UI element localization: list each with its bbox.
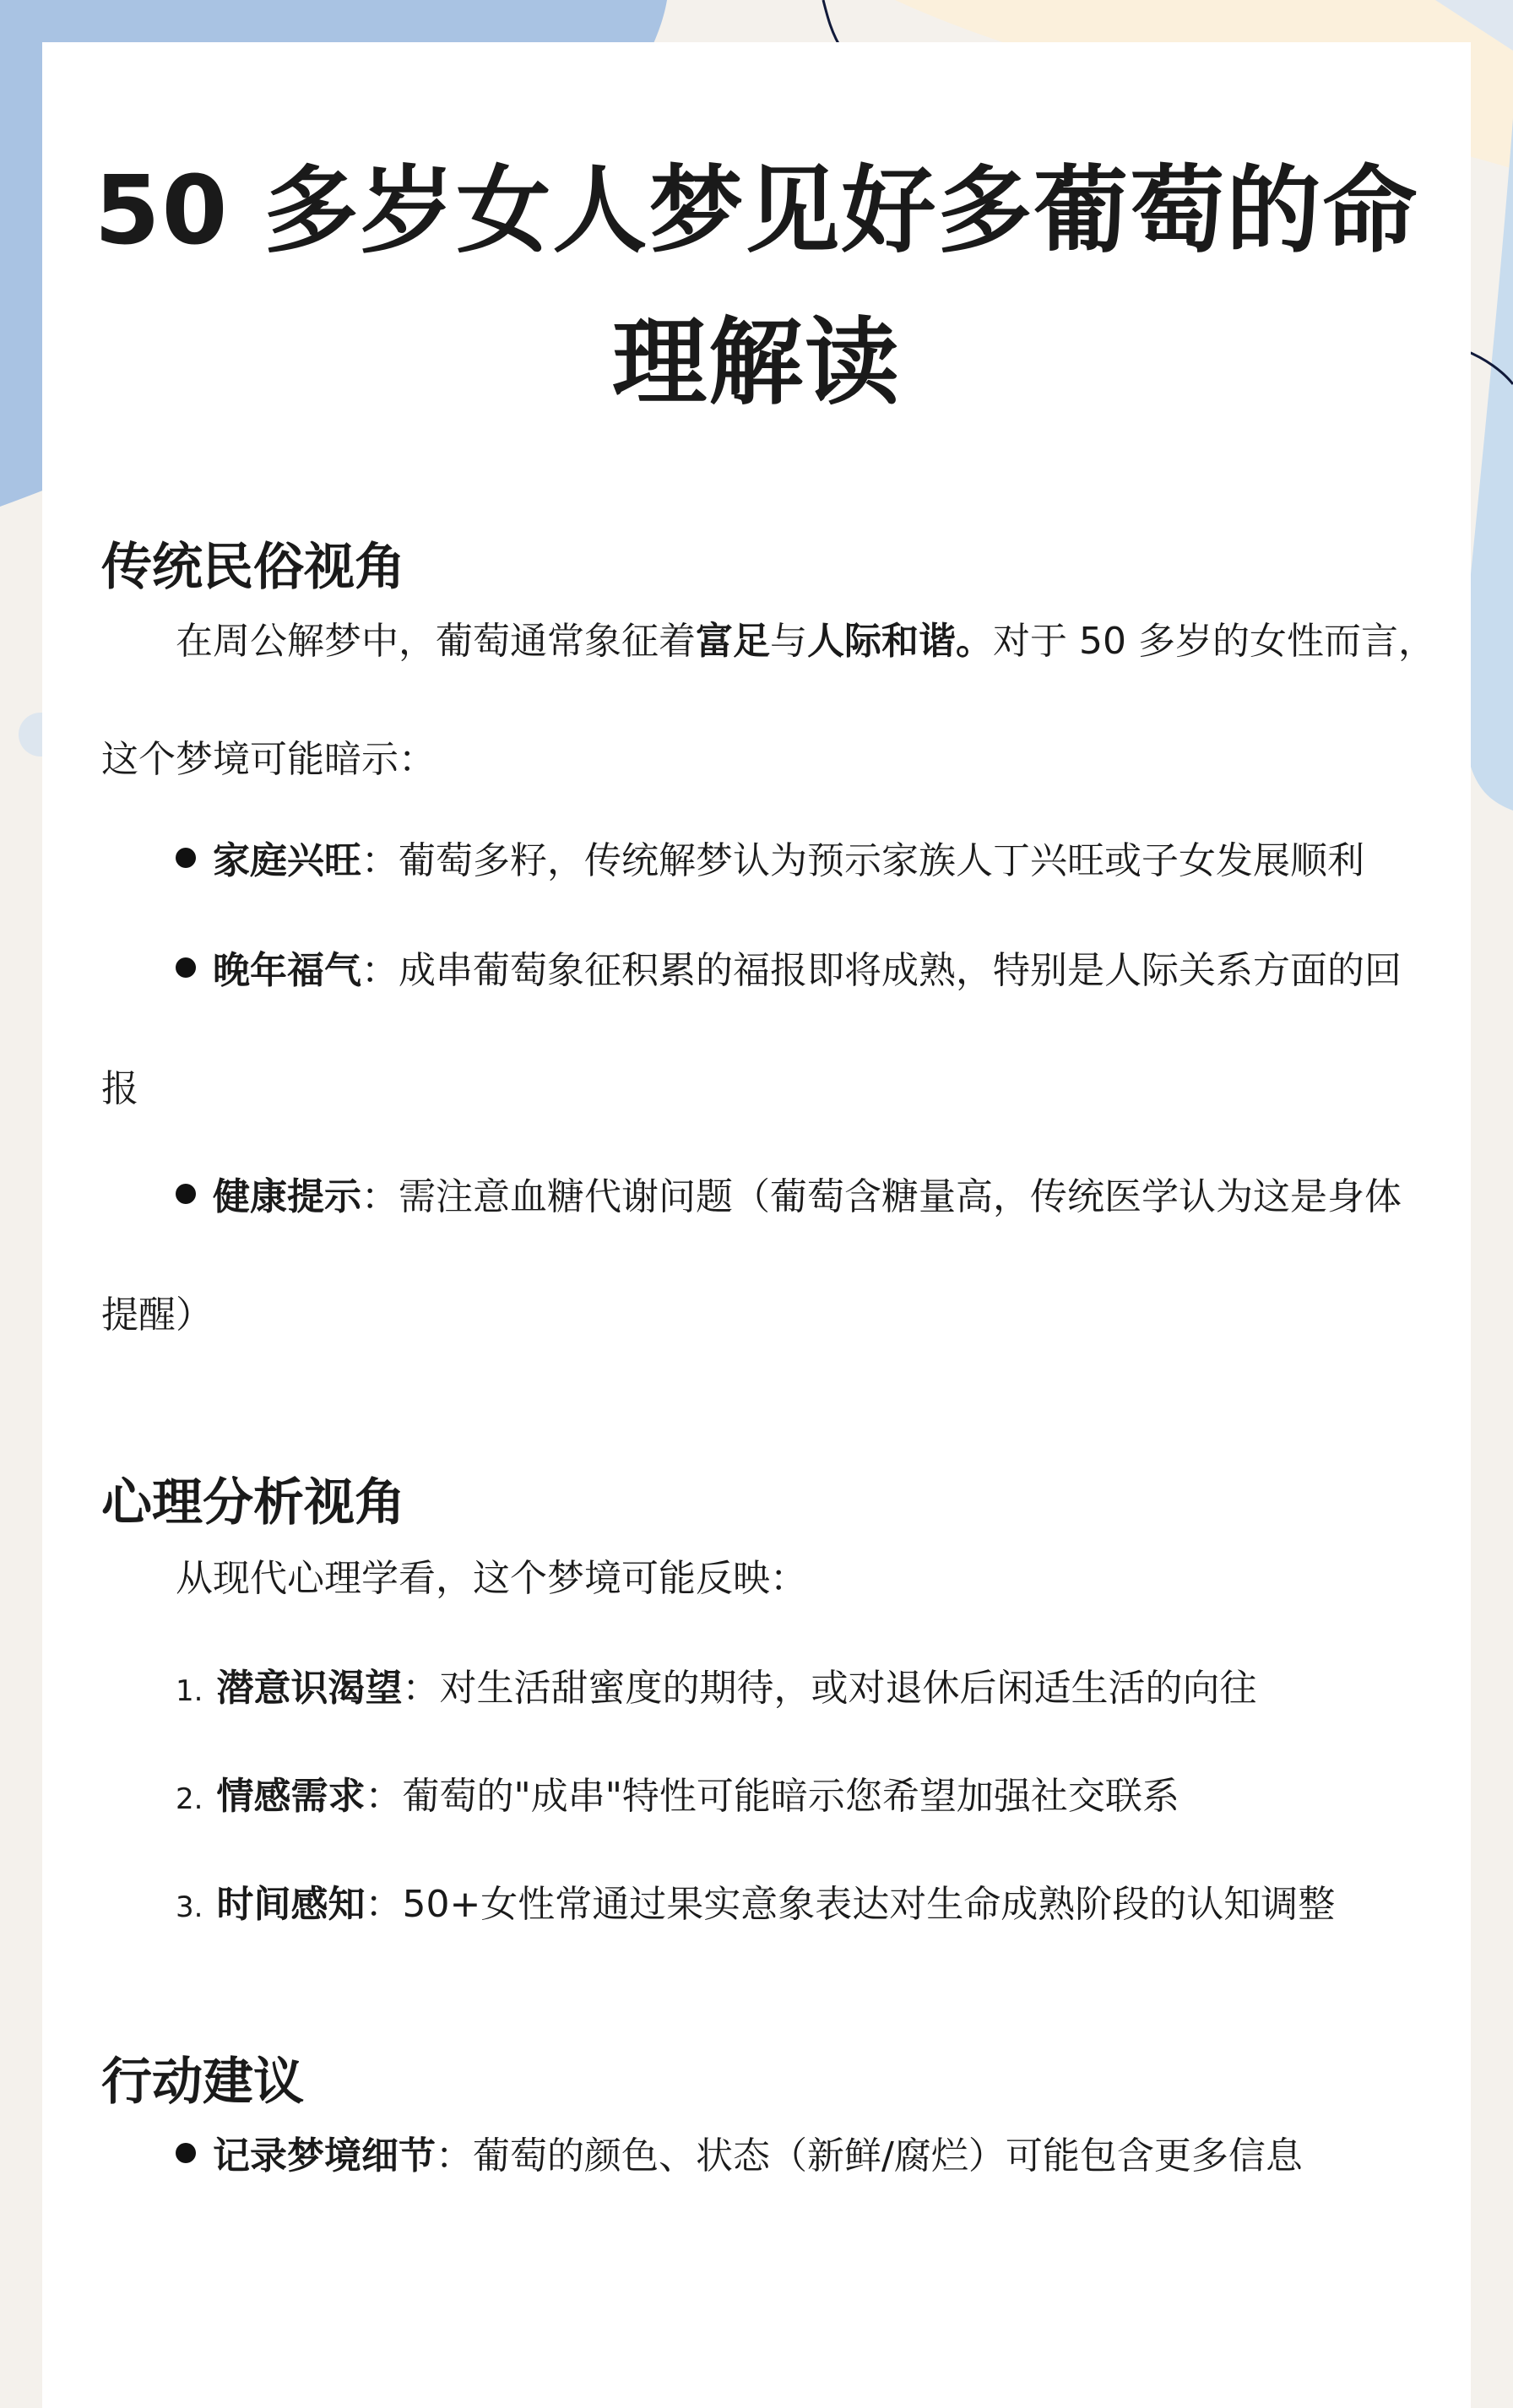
- list-item: 家庭兴旺：葡萄多籽，传统解梦认为预示家族人丁兴旺或子女发展顺利: [101, 802, 1418, 920]
- section-heading-actions: 行动建议: [101, 2053, 304, 2112]
- section-heading-traditional: 传统民俗视角: [101, 538, 405, 597]
- list-item: 2. 情感需求：葡萄的"成串"特性可能暗示您希望加强社交联系: [176, 1775, 1179, 1818]
- list-item: 3. 时间感知：50+女性常通过果实意象表达对生命成熟阶段的认知调整: [176, 1883, 1336, 1926]
- article-card: [42, 42, 1471, 2408]
- bullet-icon: [176, 2143, 196, 2163]
- page-title: 50 多岁女人梦见好多葡萄的命理解读: [94, 156, 1419, 418]
- list-item: 1. 潜意识渴望：对生活甜蜜度的期待，或对退休后闲适生活的向往: [176, 1667, 1257, 1710]
- section-intro-psychology: 从现代心理学看，这个梦境可能反映：: [176, 1557, 807, 1600]
- bullet-icon: [176, 957, 196, 978]
- section-heading-psychology: 心理分析视角: [101, 1473, 405, 1532]
- section-intro-traditional: 在周公解梦中，葡萄通常象征着富足与人际和谐。对于 50 多岁的女性而言，这个梦境可能暗示：: [101, 620, 1435, 781]
- list-item: 健康提示：需注意血糖代谢问题（葡萄含糖量高，传统医学认为这是身体提醒）: [101, 1175, 1402, 1337]
- bullet-icon: [176, 1184, 196, 1204]
- bullet-icon: [176, 848, 196, 868]
- list-item: 晚年福气：成串葡萄象征积累的福报即将成熟，特别是人际关系方面的回报: [101, 949, 1402, 1110]
- list-item: 记录梦境细节：葡萄的颜色、状态（新鲜/腐烂）可能包含更多信息: [101, 2097, 1418, 2215]
